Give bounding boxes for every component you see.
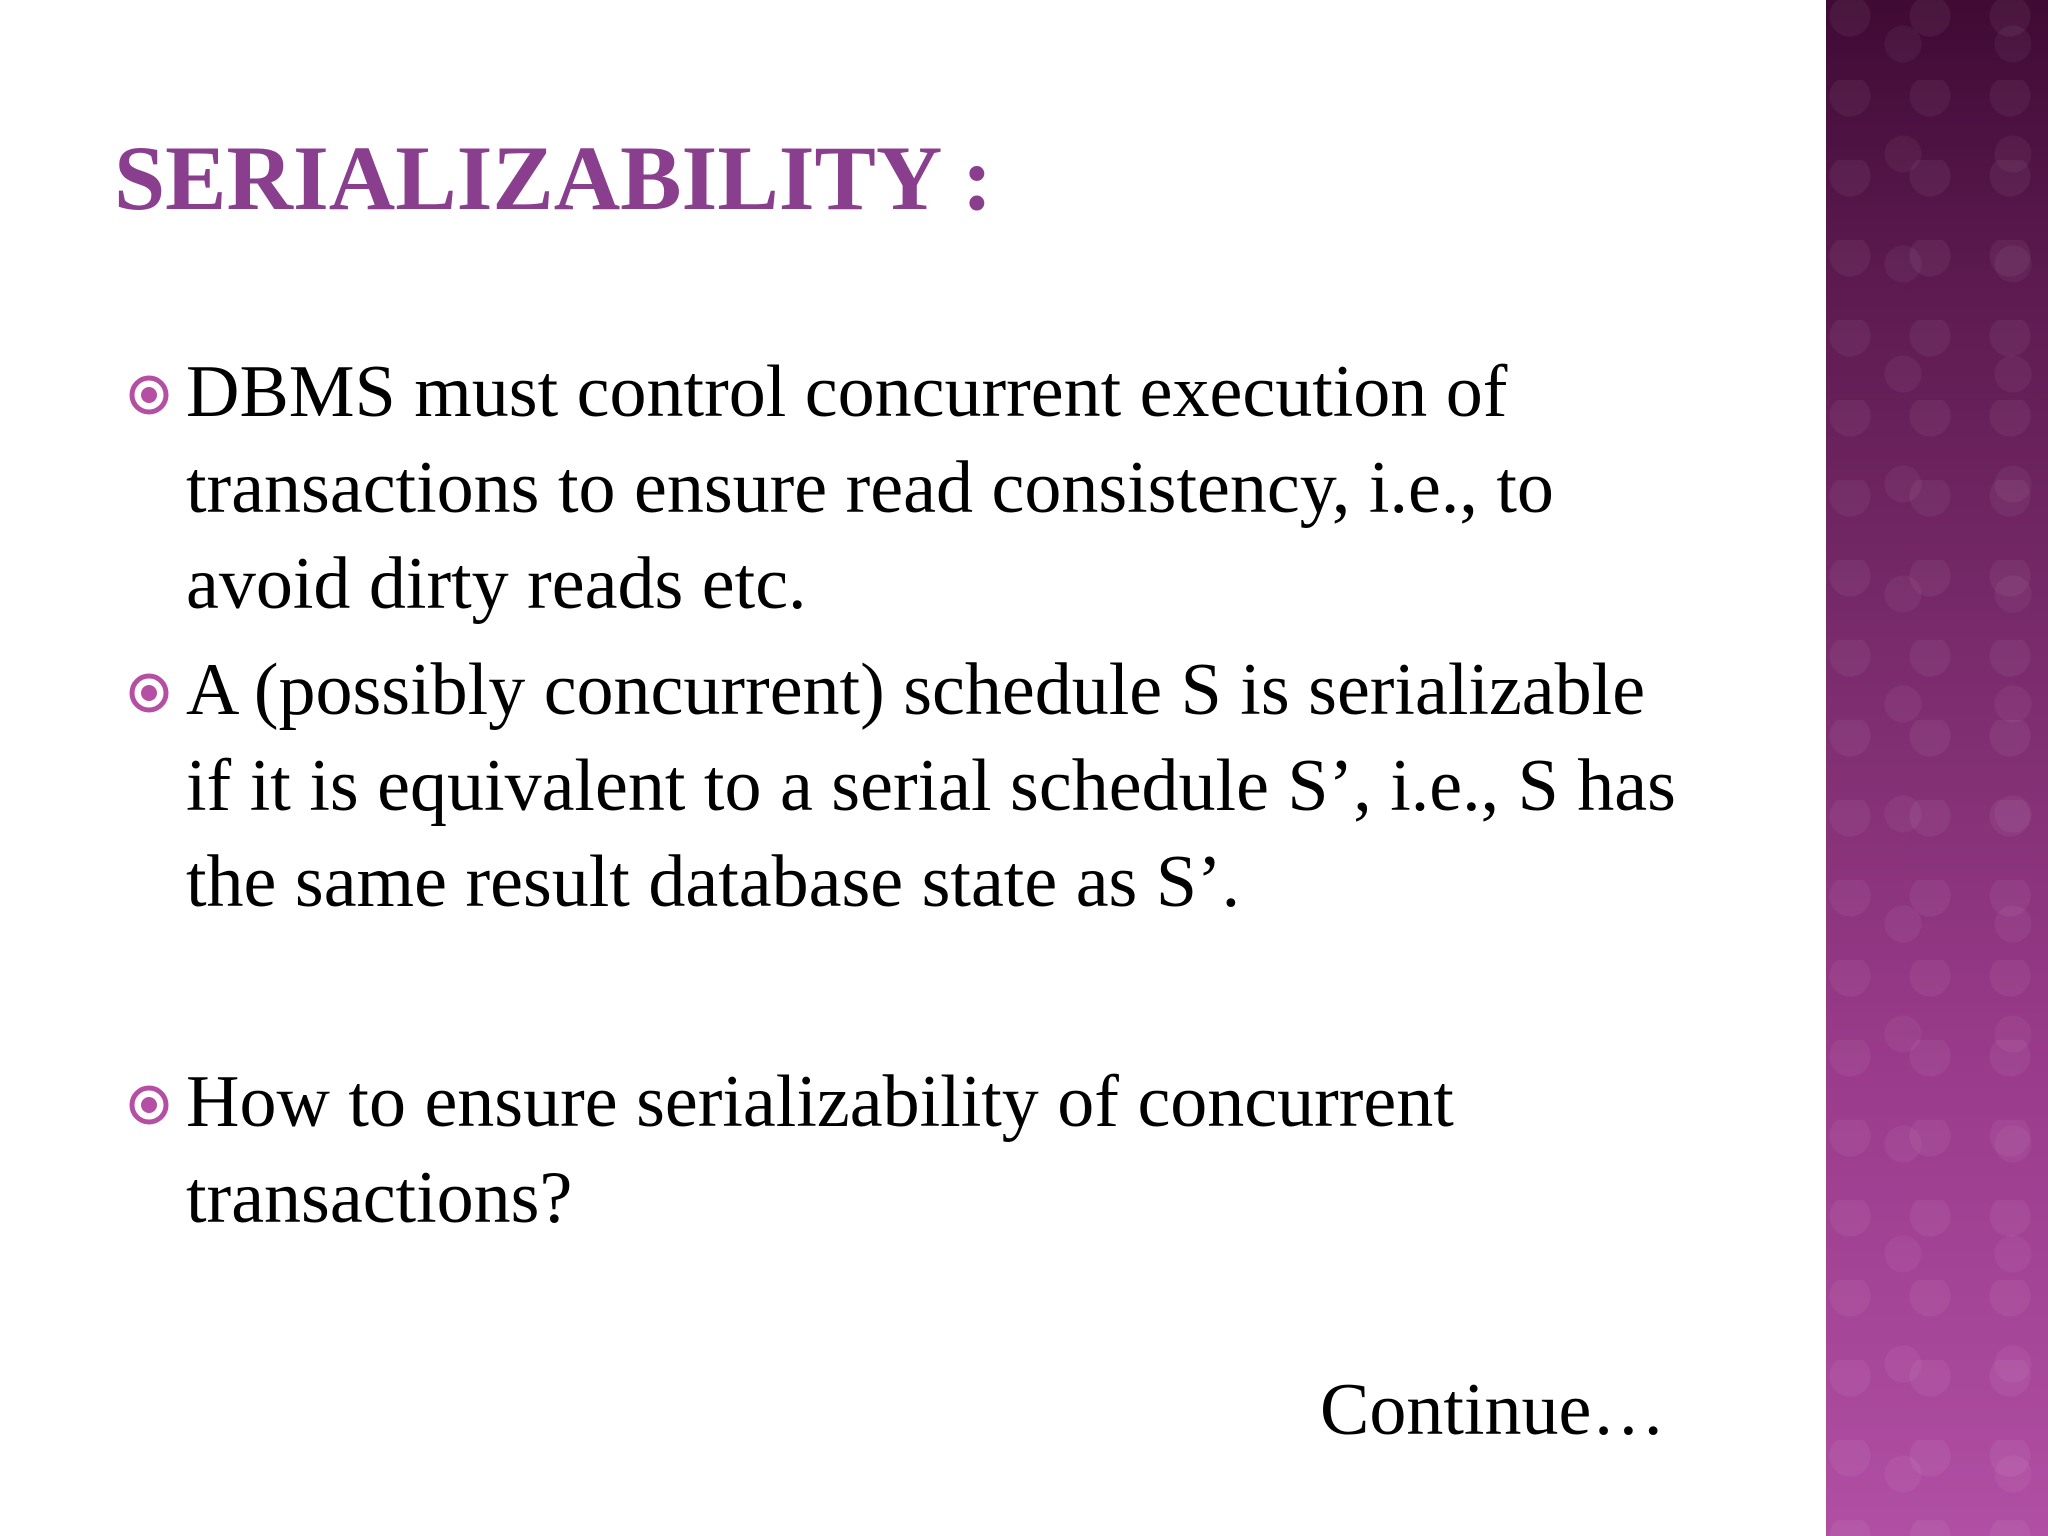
bullet-text: DBMS must control concurrent execution of transactions to ensure read consistency, i.e., to avoid dirty reads etc. — [186, 351, 1554, 625]
bullet-text: How to ensure serializability of concurrent transactions? — [186, 1061, 1454, 1239]
bullet-list — [128, 344, 1708, 1246]
circle-bullet-icon — [128, 374, 170, 416]
circle-bullet-icon — [128, 672, 170, 714]
bullet-item — [128, 642, 1708, 930]
bullet-item — [128, 1054, 1708, 1246]
circle-bullet-icon — [128, 1084, 170, 1126]
bullet-item — [128, 344, 1708, 632]
continue-label: Continue… — [1320, 1369, 1666, 1451]
decorative-sidebar — [1826, 0, 2048, 1536]
slide-title: SERIALIZABILITY : — [114, 127, 993, 229]
bullet-text: A (possibly concurrent) schedule S is serializable if it is equivalent to a serial schedule S’, i.e., S has the same result database state as S’. — [186, 649, 1676, 923]
